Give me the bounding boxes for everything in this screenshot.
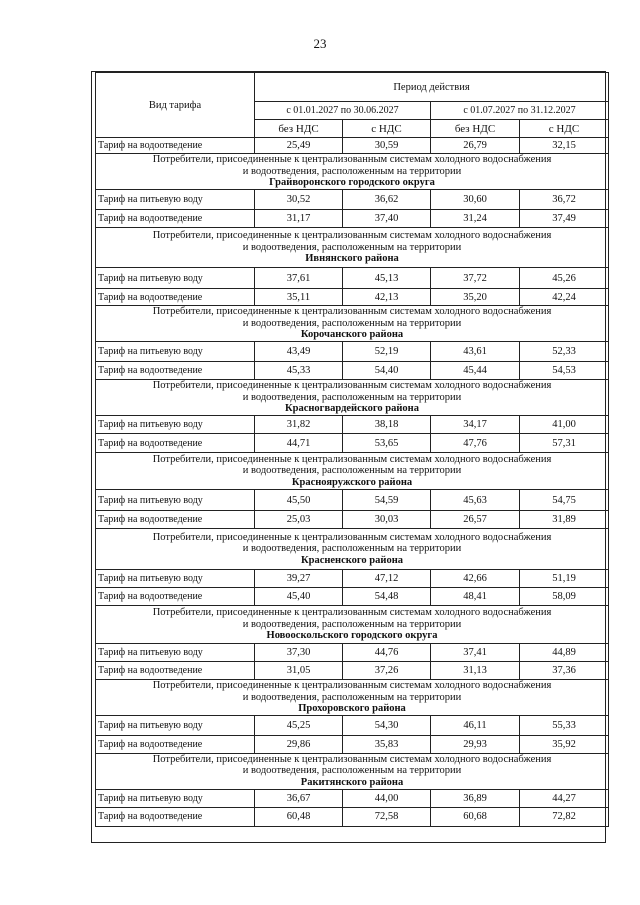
- tariff-type-header: Вид тарифа: [96, 73, 255, 138]
- tariff-value: 45,63: [431, 490, 520, 511]
- tariff-value: 45,13: [343, 268, 431, 289]
- tariff-value: 54,48: [343, 588, 431, 606]
- tariff-value: 47,12: [343, 570, 431, 588]
- tariff-value: 48,41: [431, 588, 520, 606]
- group-area-title: Грайворонского городского округа: [269, 177, 435, 189]
- group-area-title: Прохоровского района: [298, 703, 406, 714]
- tariff-value: 44,89: [520, 644, 609, 662]
- tariff-name: Тариф на водоотведение: [96, 210, 255, 228]
- group-text-line: и водоотведения, расположенным на территории: [242, 165, 462, 177]
- tariff-value: 37,41: [431, 644, 520, 662]
- tariff-value: 32,15: [520, 138, 609, 154]
- tariff-value: 43,61: [431, 342, 520, 362]
- tariff-value: 29,86: [255, 735, 343, 753]
- consumer-group-caption: [96, 529, 609, 570]
- group-area-title: Новооскольского городского округа: [266, 630, 438, 642]
- table-row: [96, 138, 609, 154]
- tariff-value: 54,53: [520, 362, 609, 380]
- tariff-value: 51,19: [520, 570, 609, 588]
- tariff-value: 36,67: [255, 789, 343, 807]
- tariff-value: 31,13: [431, 662, 520, 680]
- tariff-value: 41,00: [520, 416, 609, 434]
- consumer-group-caption: [96, 680, 609, 716]
- tariff-value: 60,48: [255, 807, 343, 826]
- tariff-value: 35,11: [255, 289, 343, 306]
- tariff-value: 36,72: [520, 190, 609, 210]
- tariff-value: 25,03: [255, 511, 343, 529]
- tariff-name: Тариф на питьевую воду: [96, 715, 255, 735]
- with-vat-header: с НДС: [343, 120, 431, 138]
- tariff-name: Тариф на питьевую воду: [96, 490, 255, 511]
- tariff-value: 37,40: [343, 210, 431, 228]
- tariff-value: 44,27: [520, 789, 609, 807]
- period-2-header: с 01.07.2027 по 31.12.2027: [431, 102, 609, 120]
- group-text-line: и водоотведения, расположенным на территории: [242, 618, 462, 630]
- group-area-title: Краснояружского района: [291, 476, 413, 488]
- group-area-title: Ивнянского района: [305, 253, 399, 265]
- tariff-table: [95, 72, 609, 827]
- tariff-name: Тариф на питьевую воду: [96, 190, 255, 210]
- group-text-line: Потребители, присоединенные к централизованным системам холодного водоснабжения: [152, 306, 552, 318]
- tariff-value: 54,75: [520, 490, 609, 511]
- tariff-name: Тариф на питьевую воду: [96, 789, 255, 807]
- tariff-value: 44,00: [343, 789, 431, 807]
- tariff-value: 47,76: [431, 434, 520, 453]
- period-header: Период действия: [255, 73, 609, 102]
- tariff-name: Тариф на водоотведение: [96, 289, 255, 306]
- consumer-group-caption: [96, 753, 609, 789]
- group-text-line: Потребители, присоединенные к централизованным системам холодного водоснабжения: [152, 453, 552, 465]
- table-row: [96, 715, 609, 735]
- tariff-value: 26,57: [431, 511, 520, 529]
- group-text-line: Потребители, присоединенные к централизованным системам холодного водоснабжения: [152, 680, 552, 691]
- tariff-value: 42,66: [431, 570, 520, 588]
- group-header-row: [96, 306, 609, 342]
- tariff-name: Тариф на водоотведение: [96, 588, 255, 606]
- tariff-value: 30,60: [431, 190, 520, 210]
- tariff-name: Тариф на водоотведение: [96, 511, 255, 529]
- tariff-value: 44,71: [255, 434, 343, 453]
- table-row: [96, 644, 609, 662]
- group-text-line: Потребители, присоединенные к централизованным системам холодного водоснабжения: [152, 531, 552, 543]
- table-row: [96, 588, 609, 606]
- tariff-name: Тариф на водоотведение: [96, 362, 255, 380]
- consumer-group-caption: [96, 380, 609, 416]
- tariff-value: 45,50: [255, 490, 343, 511]
- tariff-value: 46,11: [431, 715, 520, 735]
- tariff-value: 43,49: [255, 342, 343, 362]
- tariff-value: 37,26: [343, 662, 431, 680]
- tariff-value: 31,05: [255, 662, 343, 680]
- tariff-value: 45,25: [255, 715, 343, 735]
- consumer-group-caption: [96, 306, 609, 342]
- tariff-value: 34,17: [431, 416, 520, 434]
- tariff-value: 72,58: [343, 807, 431, 826]
- without-vat-header: без НДС: [255, 120, 343, 138]
- group-area-title: Красногвардейского района: [285, 403, 419, 415]
- group-text-line: Потребители, присоединенные к централизованным системам холодного водоснабжения: [152, 154, 552, 166]
- table-row: [96, 289, 609, 306]
- table-row: [96, 434, 609, 453]
- tariff-value: 45,26: [520, 268, 609, 289]
- group-text-line: и водоотведения, расположенным на территории: [242, 391, 462, 403]
- tariff-name: Тариф на питьевую воду: [96, 644, 255, 662]
- tariff-value: 57,31: [520, 434, 609, 453]
- table-row: [96, 789, 609, 807]
- tariff-name: Тариф на питьевую воду: [96, 268, 255, 289]
- tariff-value: 37,61: [255, 268, 343, 289]
- table-row: [96, 570, 609, 588]
- tariff-value: 54,30: [343, 715, 431, 735]
- tariff-value: 36,62: [343, 190, 431, 210]
- tariff-value: 25,49: [255, 138, 343, 154]
- group-text-line: Потребители, присоединенные к централизованным системам холодного водоснабжения: [152, 607, 552, 619]
- group-header-row: [96, 453, 609, 490]
- tariff-value: 31,17: [255, 210, 343, 228]
- group-text-line: и водоотведения, расположенным на территории: [242, 465, 462, 477]
- table-row: [96, 416, 609, 434]
- table-row: [96, 362, 609, 380]
- tariff-name: Тариф на водоотведение: [96, 735, 255, 753]
- tariff-value: 35,20: [431, 289, 520, 306]
- group-header-row: [96, 606, 609, 644]
- group-text-line: и водоотведения, расположенным на территории: [242, 543, 462, 555]
- tariff-value: 29,93: [431, 735, 520, 753]
- group-text-line: и водоотведения, расположенным на территории: [242, 765, 462, 777]
- group-text-line: Потребители, присоединенные к централизованным системам холодного водоснабжения: [152, 230, 552, 242]
- tariff-name: Тариф на водоотведение: [96, 138, 255, 154]
- tariff-value: 72,82: [520, 807, 609, 826]
- tariff-value: 42,24: [520, 289, 609, 306]
- table-row: [96, 662, 609, 680]
- tariff-value: 26,79: [431, 138, 520, 154]
- tariff-value: 37,30: [255, 644, 343, 662]
- tariff-value: 31,89: [520, 511, 609, 529]
- tariff-value: 38,18: [343, 416, 431, 434]
- group-area-title: Корочанского района: [300, 329, 404, 341]
- tariff-name: Тариф на водоотведение: [96, 807, 255, 826]
- tariff-value: 37,72: [431, 268, 520, 289]
- tariff-value: 52,19: [343, 342, 431, 362]
- table-row: [96, 190, 609, 210]
- group-header-row: [96, 753, 609, 789]
- tariff-value: 31,82: [255, 416, 343, 434]
- group-header-row: [96, 380, 609, 416]
- tariff-value: 44,76: [343, 644, 431, 662]
- tariff-value: 52,33: [520, 342, 609, 362]
- without-vat-header: без НДС: [431, 120, 520, 138]
- tariff-value: 37,49: [520, 210, 609, 228]
- group-header-row: [96, 680, 609, 716]
- page-number: 23: [313, 36, 327, 51]
- tariff-value: 30,52: [255, 190, 343, 210]
- tariff-value: 37,36: [520, 662, 609, 680]
- tariff-value: 60,68: [431, 807, 520, 826]
- tariff-value: 54,40: [343, 362, 431, 380]
- group-area-title: Ракитянского района: [300, 776, 404, 788]
- with-vat-header: с НДС: [520, 120, 609, 138]
- group-area-title: Красненского района: [300, 554, 404, 566]
- tariff-value: 31,24: [431, 210, 520, 228]
- tariff-name: Тариф на питьевую воду: [96, 570, 255, 588]
- tariff-name: Тариф на водоотведение: [96, 434, 255, 453]
- group-text-line: и водоотведения, расположенным на территории: [242, 317, 462, 329]
- table-row: [96, 807, 609, 826]
- table-row: [96, 268, 609, 289]
- table-row: [96, 210, 609, 228]
- tariff-value: 55,33: [520, 715, 609, 735]
- tariff-value: 54,59: [343, 490, 431, 511]
- group-text-line: Потребители, присоединенные к централизованным системам холодного водоснабжения: [152, 753, 552, 765]
- tariff-value: 58,09: [520, 588, 609, 606]
- group-header-row: [96, 228, 609, 268]
- tariff-value: 30,59: [343, 138, 431, 154]
- consumer-group-caption: [96, 154, 609, 190]
- tariff-name: Тариф на водоотведение: [96, 662, 255, 680]
- tariff-value: 42,13: [343, 289, 431, 306]
- tariff-value: 36,89: [431, 789, 520, 807]
- group-header-row: [96, 154, 609, 190]
- tariff-value: 35,83: [343, 735, 431, 753]
- tariff-value: 45,40: [255, 588, 343, 606]
- tariff-name: Тариф на питьевую воду: [96, 416, 255, 434]
- table-row: [96, 342, 609, 362]
- tariff-value: 39,27: [255, 570, 343, 588]
- table-row: [96, 735, 609, 753]
- consumer-group-caption: [96, 606, 609, 644]
- tariff-value: 30,03: [343, 511, 431, 529]
- tariff-value: 45,44: [431, 362, 520, 380]
- tariff-name: Тариф на питьевую воду: [96, 342, 255, 362]
- group-header-row: [96, 529, 609, 570]
- table-row: [96, 511, 609, 529]
- group-text-line: и водоотведения, расположенным на территории: [242, 691, 462, 703]
- group-text-line: и водоотведения, расположенным на территории: [242, 241, 462, 253]
- table-row: [96, 490, 609, 511]
- tariff-value: 45,33: [255, 362, 343, 380]
- tariff-value: 35,92: [520, 735, 609, 753]
- period-1-header: с 01.01.2027 по 30.06.2027: [255, 102, 431, 120]
- consumer-group-caption: [96, 228, 609, 268]
- consumer-group-caption: [96, 453, 609, 490]
- group-text-line: Потребители, присоединенные к централизованным системам холодного водоснабжения: [152, 380, 552, 392]
- tariff-value: 53,65: [343, 434, 431, 453]
